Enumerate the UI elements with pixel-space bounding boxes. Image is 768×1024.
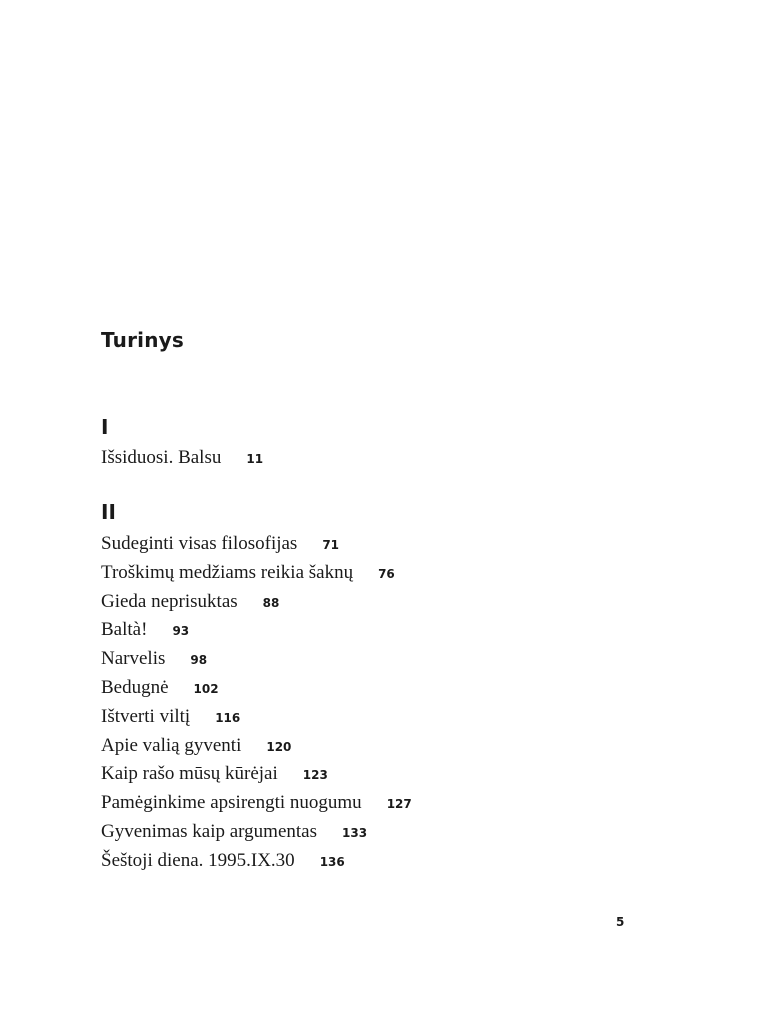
toc-entry-page: 116: [215, 710, 241, 725]
toc-entry: [101, 588, 412, 617]
toc-entry-page: 93: [172, 624, 190, 639]
toc-title: Turinys: [101, 328, 184, 352]
part-2-entries: [101, 530, 412, 876]
toc-entry-title: Sudeginti visas filosofijas: [101, 533, 298, 554]
toc-entry-title: Troškimų medžiams reikia šaknų: [101, 561, 354, 583]
toc-entry: [101, 703, 412, 732]
toc-entry-title: Gyvenimas kaip argumentas: [101, 820, 317, 842]
toc-entry-title: Apie valią gyventi: [101, 734, 242, 756]
toc-entry: [101, 645, 412, 674]
toc-entry: [101, 789, 412, 818]
toc-entry-page: 11: [246, 452, 264, 466]
toc-entry-page: 71: [322, 538, 340, 552]
toc-entry-title: Ištverti viltį: [101, 705, 191, 727]
toc-entry-title: Šeštoji diena. 1995.IX.30: [101, 849, 295, 871]
toc-entry-page: 123: [302, 768, 328, 783]
toc-entry-page: 127: [386, 797, 412, 812]
toc-entry-page: 102: [193, 681, 219, 696]
toc-entry-title: Bedugnė: [101, 676, 169, 698]
toc-entry: [101, 530, 412, 559]
toc-entry: [101, 559, 412, 588]
toc-entry: [101, 674, 412, 703]
toc-entry-page: 76: [378, 566, 395, 581]
toc-entry-title: Gieda neprisuktas: [101, 590, 238, 612]
toc-entry: [101, 732, 412, 761]
toc-entry: [101, 818, 412, 847]
toc-entry-page: 136: [319, 854, 345, 869]
toc-entry: [101, 847, 412, 876]
toc-entry-page: 120: [266, 739, 292, 754]
toc-entry-title: Pamėginkime apsirengti nuogumu: [101, 792, 362, 814]
toc-entry: [101, 760, 412, 789]
toc-entry-title: Baltà!: [101, 619, 148, 641]
toc-entry-title: Išsiduosi. Balsu: [101, 447, 222, 468]
part-1-entries: [101, 444, 263, 473]
page-number: 5: [616, 915, 625, 929]
part-label-2: II: [101, 500, 116, 524]
toc-entry-page: 133: [342, 825, 368, 840]
toc-entry-page: 88: [262, 595, 280, 610]
part-label-1: I: [101, 415, 109, 439]
toc-entry-title: Kaip rašo mūsų kūrėjai: [101, 763, 278, 785]
toc-entry: [101, 616, 412, 645]
toc-entry-page: 98: [190, 653, 208, 668]
toc-entry: [101, 444, 263, 473]
toc-entry-title: Narvelis: [101, 648, 166, 670]
